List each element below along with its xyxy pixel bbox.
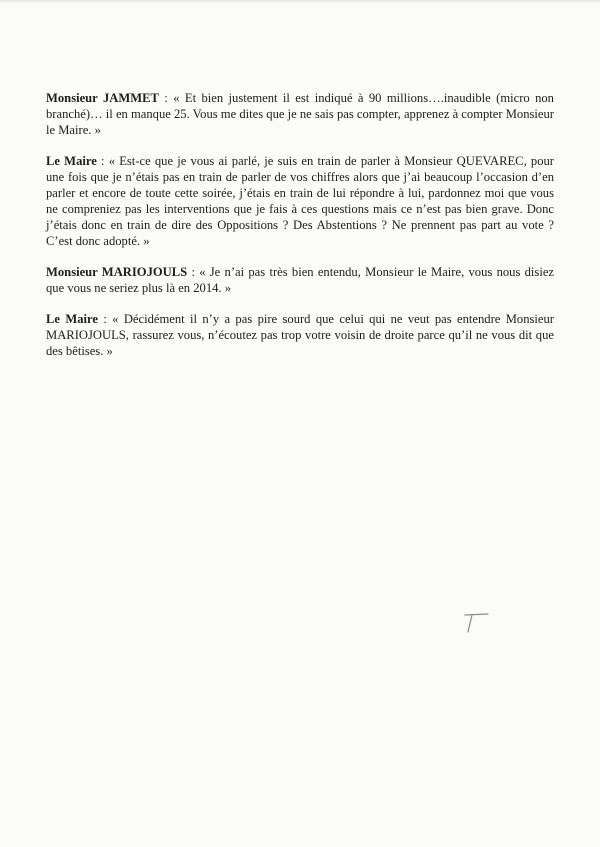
speech-text: : « Et bien justement il est indiqué à 90 millions….inaudible (micro non branché)… il en manque 25. Vous me dites que je ne sais pas compter, apprenez à compter Monsieur le Maire. » xyxy=(46,91,554,137)
transcript-paragraph xyxy=(46,264,554,296)
transcript-paragraph xyxy=(46,90,554,138)
speaker-name: Monsieur MARIOJOULS xyxy=(46,265,188,279)
speech-text: : « Je n’ai pas très bien entendu, Monsieur le Maire, vous nous disiez que vous ne seriez plus là en 2014. » xyxy=(46,265,554,295)
speech-text: : « Décidément il n’y a pas pire sourd que celui qui ne veut pas entendre Monsieur MARIOJOULS, rassurez vous, n’écoutez pas trop votre voisin de droite parce qu’il ne vous dit que des bêtises. » xyxy=(46,312,554,358)
scan-edge xyxy=(0,0,600,3)
speaker-name: Le Maire xyxy=(46,312,98,326)
transcript-paragraph xyxy=(46,311,554,359)
pen-stroke-mark xyxy=(462,612,492,634)
speaker-name: Le Maire xyxy=(46,154,97,168)
transcript-paragraph xyxy=(46,153,554,249)
speech-text: : « Est-ce que je vous ai parlé, je suis en train de parler à Monsieur QUEVAREC, pour une fois que je n’étais pas en train de parler de vos chiffres alors que j’ai beaucoup l’occasion d’en parler et encore de toute cette soirée, j’étais en train de lui répondre à lui, pardonnez moi que vous ne compreniez pas les interventions que je fais à ces questions mais ce n’est pas bien grave. Donc j’étais donc en train de dire des Oppositions ? Des Abstentions ? Ne prennent pas part au vote ? C’est donc adopté. » xyxy=(46,154,554,248)
speaker-name: Monsieur JAMMET xyxy=(46,91,159,105)
transcript-body xyxy=(46,90,554,374)
